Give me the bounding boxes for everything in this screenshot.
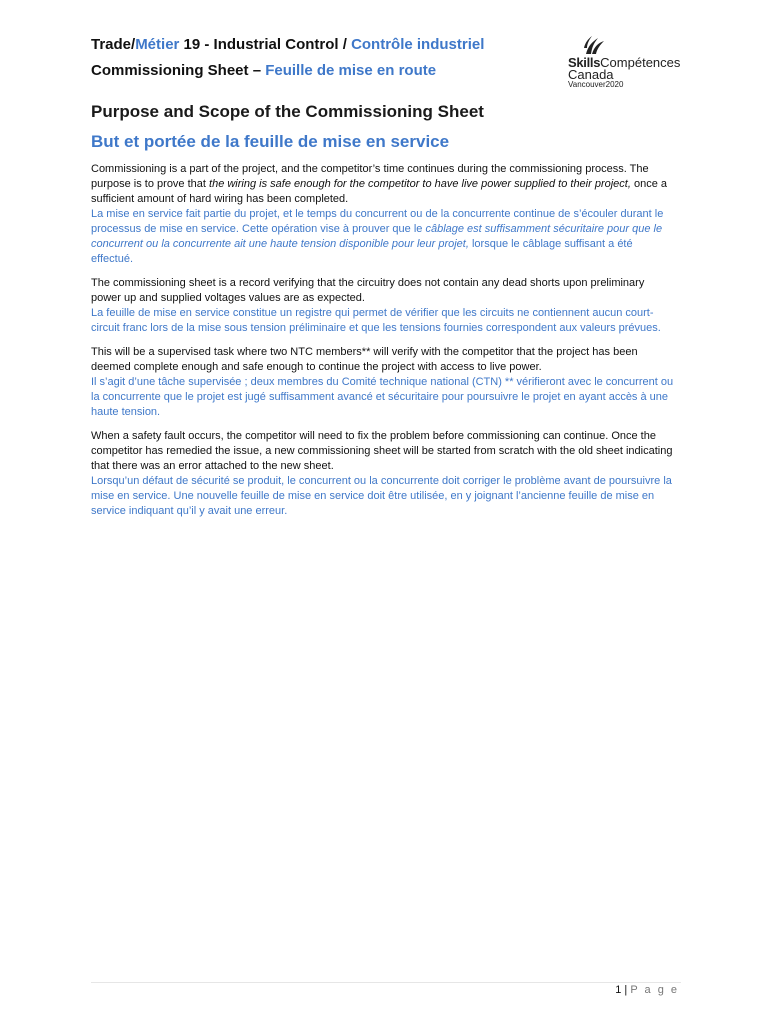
paragraph-en: When a safety fault occurs, the competitor will need to fix the problem before commissioning can continue. Once the competitor has remedied the issue, a new commissioning sheet will be started from scratch with the old sheet indicating that there was an error attached to the new sheet.	[91, 430, 673, 472]
header-sheet-name-fr: Feuille de mise en route	[265, 62, 437, 79]
header-sheet-name: Commissioning Sheet –	[91, 62, 266, 79]
paragraph-fr: La feuille de mise en service constitue un registre qui permet de vérifier que les circuits ne contiennent aucun court-circuit franc lors de la mise sous tension préliminaire et que les tensions fournies correspondent aux valeurs prévues.	[91, 307, 661, 334]
flame-icon	[582, 34, 606, 56]
section-title-en: Purpose and Scope of the Commissioning Sheet	[91, 102, 484, 121]
header-trade-name: 19 - Industrial Control /	[179, 36, 352, 53]
paragraph-safety-fault	[91, 429, 676, 519]
logo-canada: Canada	[568, 67, 614, 82]
paragraph-fr: La mise en service fait partie du projet, et le temps du concurrent ou de la concurrente continue de s’écouler durant le processus de mise en service. Cette opération vise à prouver que le câblage est suffisamment sécuritaire pour que le concurrent ou la concurrente ait une haute tension disponible pour leur projet, lorsque le câblage suffisant a été effectué.	[91, 208, 664, 265]
page-word: P a g e	[630, 984, 679, 996]
document-body	[91, 100, 676, 528]
paragraph-supervised	[91, 345, 676, 420]
page-header	[91, 32, 484, 84]
header-metier-label: Métier	[135, 36, 180, 53]
header-sheet-line	[91, 58, 484, 84]
header-trade-label: Trade/	[91, 36, 136, 53]
paragraph-fr: Lorsqu’un défaut de sécurité se produit, le concurrent ou la concurrente doit corriger le problème avant de poursuivre la mise en service. Une nouvelle feuille de mise en service doit être utilisée, en y joignant l’ancienne feuille de mise en service indiquant qu’il y avait une erreur.	[91, 475, 672, 517]
header-trade-name-fr: Contrôle industriel	[351, 36, 485, 53]
header-trade-line	[91, 32, 484, 58]
paragraph-en: The commissioning sheet is a record verifying that the circuitry does not contain any dead shorts upon preliminary power up and supplied voltages values are as expected.	[91, 277, 645, 304]
page-number: 1	[615, 984, 622, 996]
footer-divider	[91, 982, 681, 983]
paragraph-en: This will be a supervised task where two NTC members** will verify with the competitor that the project has been deemed complete enough and safe enough to continue the project with access to live power.	[91, 346, 638, 373]
skills-canada-logo	[568, 34, 698, 94]
paragraph-record	[91, 276, 676, 336]
page-separator: |	[621, 984, 631, 996]
logo-city: Vancouver2020	[568, 80, 624, 89]
page-footer	[615, 984, 679, 996]
logo-wordmark: SkillsCompétences	[568, 55, 681, 70]
paragraph-fr: Il s’agit d’une tâche supervisée ; deux membres du Comité technique national (CTN) ** vérifieront avec le concurrent ou la concurrente que le projet est jugé suffisamment avancé et sécuritaire pour poursuivre le projet en ayant accès à une haute tension.	[91, 376, 674, 418]
section-title-fr: But et portée de la feuille de mise en service	[91, 132, 450, 151]
paragraph-en: Commissioning is a part of the project, and the competitor’s time continues during the commissioning process. The purpose is to prove that the wiring is safe enough for the competitor to have live power supplied to their project, once a sufficient amount of hard wiring has been completed.	[91, 163, 668, 205]
paragraph-commissioning	[91, 162, 676, 267]
